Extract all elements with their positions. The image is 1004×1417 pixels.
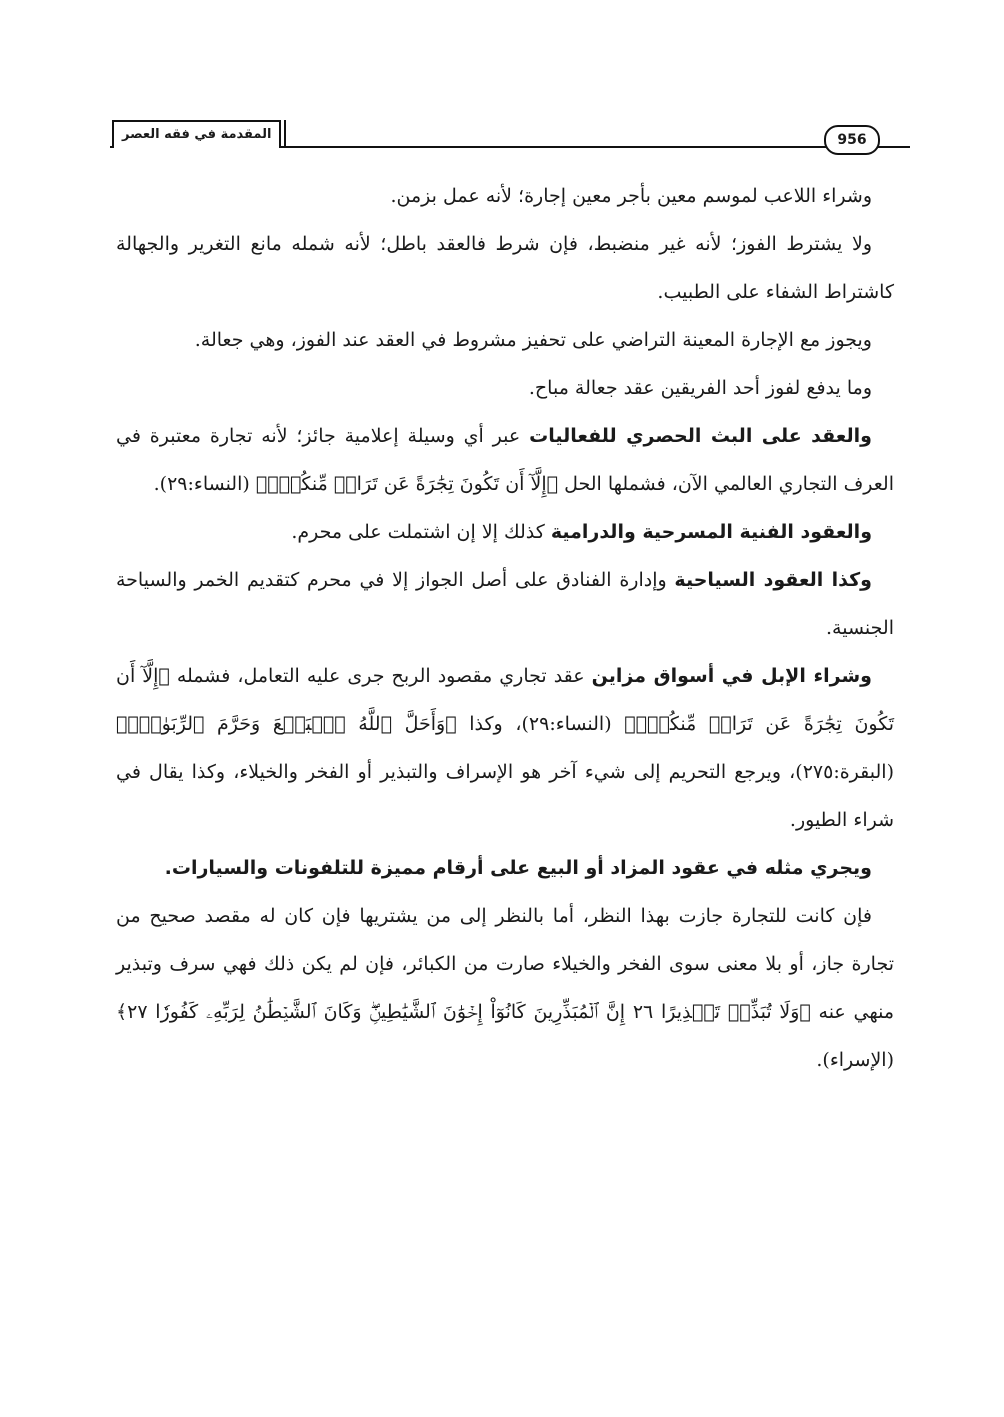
paragraph-1 <box>116 172 894 220</box>
page-header <box>110 115 910 155</box>
page-number: 956 <box>824 125 880 155</box>
paragraph-8 <box>116 652 894 844</box>
paragraph-9 <box>116 844 894 892</box>
paragraph-text: ويجوز مع الإجارة المعينة التراضي على تحفيز مشروط في العقد عند الفوز، وهي جعالة. <box>194 329 872 351</box>
quran-verse: ﴿إِلَّآ أَن تَكُونَ تِجَٰرَةً عَن تَرَاضٖ مِّنكُمۡۚ﴾ <box>255 473 559 495</box>
quran-verse: ﴿إِلَّآ أَن تَكُونَ تِجَٰرَةً عَن تَرَاضٖ مِّنكُمۡۚ﴾ <box>116 665 894 735</box>
paragraph-10 <box>116 892 894 1084</box>
paragraph-2 <box>116 220 894 316</box>
paragraph-7 <box>116 556 894 652</box>
paragraph-text: وشراء اللاعب لموسم معين بأجر معين إجارة؛ لأنه عمل بزمن. <box>390 185 872 207</box>
paragraph-4 <box>116 364 894 412</box>
paragraph-5 <box>116 412 894 508</box>
paragraph-text: وإدارة الفنادق على أصل الجواز إلا في محرم كتقديم الخمر والسياحة الجنسية. <box>116 569 894 639</box>
paragraph-tail: (البقرة:٢٧٥)، ويرجع التحريم إلى شيء آخر هو الإسراف والتبذير أو الفخر والخيلاء، وكذا يقال في شراء الطيور. <box>116 761 894 831</box>
paragraph-text: عبر أي وسيلة إعلامية جائز؛ لأنه تجارة معتبرة في العرف التجاري العالمي الآن، فشملها الحل <box>116 425 894 495</box>
verse-reference: (النساء:٢٩)، وكذا <box>456 713 625 735</box>
bold-lead: والعقد على البث الحصري للفعاليات <box>529 425 872 447</box>
verse-reference: (الإسراء). <box>816 1049 894 1071</box>
bold-lead: وشراء الإبل في أسواق مزاين <box>591 665 872 687</box>
paragraph-text: عقد تجاري مقصود الربح جرى عليه التعامل، فشمله <box>169 665 592 687</box>
book-title: المقدمة في فقه العصر <box>112 120 281 148</box>
paragraph-text: كذلك إلا إن اشتملت على محرم. <box>291 521 551 543</box>
paragraph-text: وما يدفع لفوز أحد الفريقين عقد جعالة مباح. <box>528 377 872 399</box>
page-body <box>116 172 894 1084</box>
paragraph-text: ولا يشترط الفوز؛ لأنه غير منضبط، فإن شرط فالعقد باطل؛ لأنه شمله مانع التغرير والجهالة كاشتراط الشفاء على الطبيب. <box>116 233 894 303</box>
paragraph-text: فإن كانت للتجارة جازت بهذا النظر، أما بالنظر إلى من يشتريها فإن كان له مقصد صحيح من تجارة جاز، أو بلا معنى سوى الفخر والخيلاء صارت من الكبائر، فإن لم يكن ذلك فهي سرف وتبذير منهي عنه <box>116 905 895 1023</box>
quran-verse: ﴿وَلَا تُبَذِّرۡ تَبۡذِيرًا ٢٦ إِنَّ ٱلۡمُبَذِّرِينَ كَانُوٓاْ إِخۡوَٰنَ ٱلشَّيَٰطِينِۖ وَكَانَ ٱلشَّيۡطَٰنُ لِرَبِّهِۦ كَفُورٗا ٢٧﴾ <box>116 1001 811 1023</box>
bold-lead: ويجري مثله في عقود المزاد أو البيع على أرقام مميزة للتلفونات والسيارات. <box>164 857 872 879</box>
paragraph-6 <box>116 508 894 556</box>
bold-lead: وكذا العقود السياحية <box>674 569 872 591</box>
paragraph-3 <box>116 316 894 364</box>
verse-reference: (النساء:٢٩). <box>153 473 256 495</box>
quran-verse-2: ﴿وَأَحَلَّ ٱللَّهُ ٱلۡبَيۡعَ وَحَرَّمَ ٱلرِّبَوٰاْۚ﴾ <box>116 713 457 735</box>
bold-lead: والعقود الفنية المسرحية والدرامية <box>550 521 872 543</box>
